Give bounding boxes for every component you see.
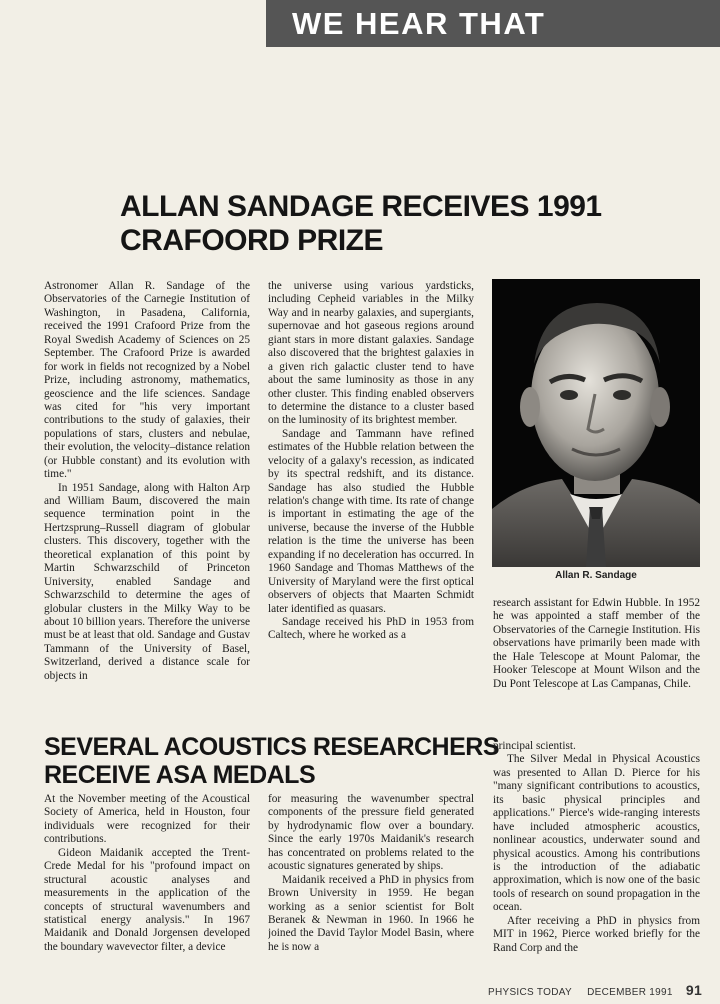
article1-paragraph: In 1951 Sandage, along with Halton Arp and William Baum, discovered the main sequence termination point in the Hertzsprung–Russell diagram of globular clusters. This discovery, together with the theoretical explanation of this point by Martin Schwarzschild of Princeton University, enabled Sandage and Schwarzschild to determine the ages of globular clusters in the Milky Way to be about 10 billion years. Therefore the universe must be at least that old. Sandage and Gustav Tammann of the University of Basel, Switzerland, derived a distance scale for objects in [44,481,250,682]
article2-column-1 [44,793,250,968]
footer-date: DECEMBER 1991 [587,987,673,998]
article2-column-2 [268,793,474,968]
article1-headline-line1: ALLAN SANDAGE RECEIVES 1991 [120,190,602,223]
page-footer [488,982,702,998]
section-header: WE HEAR THAT [266,0,720,47]
page-number: 91 [685,982,703,998]
article2-paragraph: After receiving a PhD in physics from MIT in 1962, Pierce worked briefly for the Rand Corp and the [493,914,700,954]
article2-paragraph: principal scientist. [493,740,576,752]
article1-column-3 [493,597,700,717]
article2-paragraph: for measuring the wavenumber spectral components of the pressure field generated by hydrodynamic flow over a boundary. Since the early 1970s Maidanik's research has concentrated on problems related to the acoustic signatures generated by ships. [268,793,474,873]
article2-column-3 [493,740,700,968]
article1-column-1 [44,280,250,716]
portrait-illustration [492,279,700,567]
article1-paragraph: research assistant for Edwin Hubble. In 1952 he was appointed a staff member of the Observatories of the Carnegie Institution. His observations have primarily been made with the Hale Telescope at Mount Palomar, the Hooker Telescope at Mount Wilson and the Du Pont Telescope at Las Campanas, Chile. [493,597,700,690]
article1-paragraph: Astronomer Allan R. Sandage of the Observatories of the Carnegie Institution of Washington, in Pasadena, California, received the 1991 Crafoord Prize from the Royal Swedish Academy of Sciences on 25 September. The Crafoord Prize is awarded for work in fields not recognized by a Nobel Prize, including astronomy, mathematics, geoscience and the life sciences. Sandage was cited for "his very important contributions to the study of galaxies, their populations of stars, clusters and nebulae, their evolution, the velocity–distance relation (or Hubble constant) and its evolution with time." [44,280,250,481]
article1-paragraph: Sandage and Tammann have refined estimates of the Hubble relation between the velocity of a galaxy's recession, as indicated by its spectral redshift, and its distance. Sandage has also studied the Hubble relation's change with time. Its rate of change is important in estimating the age of the universe, because the inverse of the Hubble relation is the time the universe has been expanding if no deceleration has occurred. In 1960 Sandage and Thomas Matthews of the University of Maryland were the first optical observers of objects that Maarten Schmidt later identified as quasars. [268,427,474,615]
article1-headline [120,190,602,258]
photo-caption: Allan R. Sandage [555,570,637,581]
article2-paragraph: At the November meeting of the Acoustical Society of America, held in Houston, four individuals were recognized for their contributions. [44,793,250,846]
article1-paragraph: Sandage received his PhD in 1953 from Caltech, where he worked as a [268,615,474,642]
article1-column-2 [268,280,474,716]
article2-paragraph: The Silver Medal in Physical Acoustics was presented to Allan D. Pierce for his "many significant contributions to acoustics, its basic physical principles and applications." Pierce's wide-ranging interests have included atmospheric acoustics, nonlinear acoustics, underwater sound and physical acoustics. Among his contributions is the introduction of the adiabatic approximation, which is now one of the basic tools of research on sound propagation in the ocean. [493,753,700,914]
article2-paragraph: Maidanik received a PhD in physics from Brown University in 1959. He began working as a senior scientist for Bolt Beranek & Newman in 1960. In 1966 he joined the David Taylor Model Basin, where he is now a [268,873,474,953]
footer-journal: PHYSICS TODAY [488,987,572,998]
article2-headline [44,733,499,790]
article1-headline-line2: CRAFOORD PRIZE [120,223,383,257]
article1-paragraph: the universe using various yardsticks, including Cepheid variables in the Milky Way and in nearby galaxies, and supergiants, supernovae and hot gaseous regions around giant stars in more distant galaxies. Sandage also discovered that the brightest galaxies in a given rich galactic cluster tend to have about the same luminosity as those in any other cluster. This finding enabled observers to determine the distance to a cluster based on the luminosity of its brightest member. [268,280,474,427]
article2-paragraph: Gideon Maidanik accepted the Trent-Crede Medal for his "profound impact on structural acoustic analyses and measurements in the application of the concepts of structural wavenumbers and statistical energy analysis." In 1967 Maidanik and Donald Jorgensen developed the boundary wavevector filter, a device [44,846,250,953]
article2-headline-line2: RECEIVE ASA MEDALS [44,761,316,790]
article2-headline-line1: SEVERAL ACOUSTICS RESEARCHERS [44,733,500,761]
portrait-photo [492,279,700,567]
